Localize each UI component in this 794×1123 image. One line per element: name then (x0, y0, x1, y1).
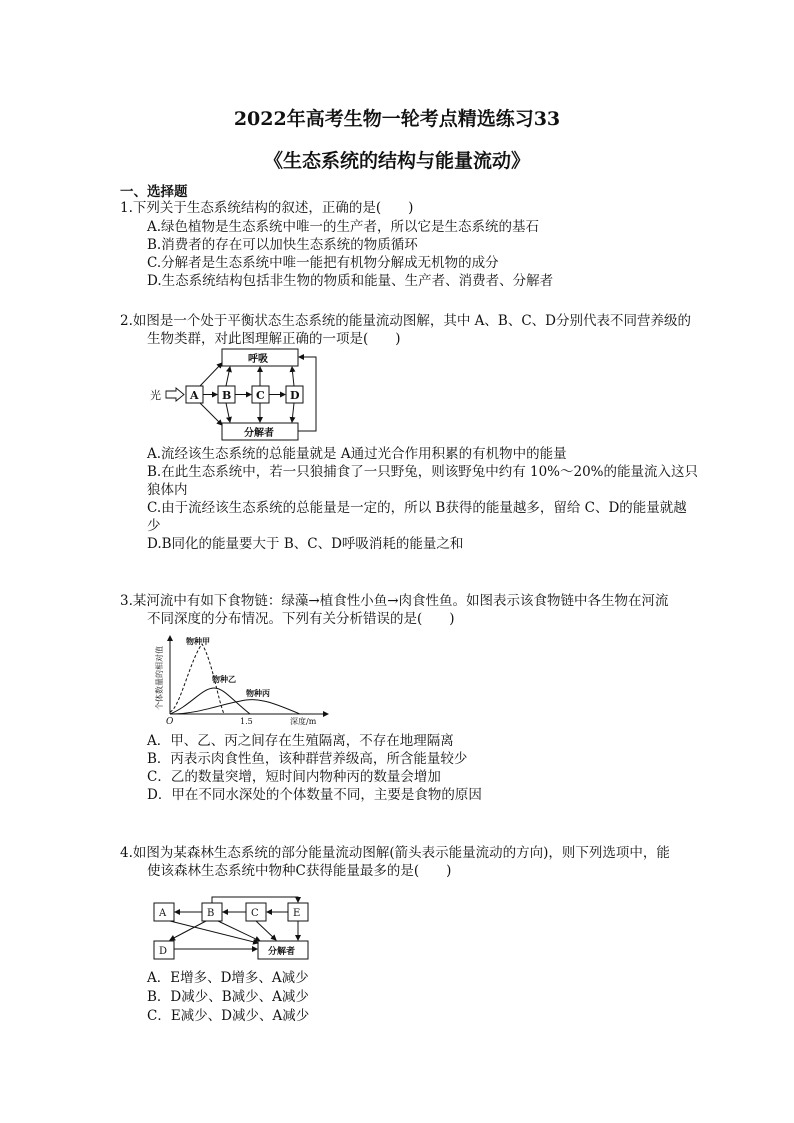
x-tick-1-5: 1.5 (240, 717, 253, 726)
species-bing-label: 物种丙 (246, 688, 270, 698)
q2-option-d: D.B同化的能量要大于 B、C、D呼吸消耗的能量之和 (147, 536, 464, 552)
q4-node-c-label: C (251, 908, 259, 919)
q2-option-c-cont: 少 (147, 518, 161, 534)
q4-stem-line2: 使该森林生态系统中物种C获得能量最多的是( ) (147, 863, 452, 879)
q3-option-d: D．甲在不同水深处的个体数量不同，主要是食物的原因 (147, 787, 482, 803)
respiration-label: 呼吸 (248, 354, 268, 365)
q1-stem: 1.下列关于生态系统结构的叙述，正确的是( ) (120, 200, 414, 216)
q2-option-b: B.在此生态系统中，若一只狼捕食了一只野兔，则该野兔中约有 10%～20%的能量流入这只 (147, 464, 699, 480)
document-title: 2022年高考生物一轮考点精选练习33 (233, 108, 561, 130)
y-axis-label: 个体数量的相对值 (155, 646, 164, 710)
q3-option-b: B．丙表示肉食性鱼，该种群营养级高，所含能量较少 (147, 751, 468, 767)
q4-node-a-label: A (159, 908, 167, 919)
q4-option-b: B．D减少、B减少、A减少 (147, 989, 309, 1005)
q3-option-a: A．甲、乙、丙之间存在生殖隔离，不存在地理隔离 (147, 733, 454, 749)
q3-depth-distribution-chart (150, 630, 335, 728)
q4-option-c: C．E减少、D减少、A减少 (147, 1008, 310, 1024)
q4-decomposer-label: 分解者 (268, 947, 296, 957)
q2-option-b-cont: 狼体内 (147, 482, 188, 498)
x-tick-origin: O (166, 717, 174, 727)
species-jia-label: 物种甲 (186, 636, 210, 646)
q4-option-a: A．E增多、D增多、A减少 (147, 970, 309, 986)
q1-option-b: B.消费者的存在可以加快生态系统的物质循环 (147, 237, 418, 253)
q2-stem-line1: 2.如图是一个处于平衡状态生态系统的能量流动图解，其中 A、B、C、D分别代表不同营养级的 (120, 313, 691, 329)
q4-node-d-label: D (159, 946, 168, 957)
q4-forest-energy-diagram (148, 893, 320, 965)
q2-energy-flow-diagram (148, 345, 328, 445)
decomposer-label: 分解者 (244, 428, 274, 439)
document-subtitle: 《生态系统的结构与能量流动》 (263, 150, 530, 172)
q1-option-a: A.绿色植物是生态系统中唯一的生产者，所以它是生态系统的基石 (147, 219, 540, 235)
q4-stem-line1: 4.如图为某森林生态系统的部分能量流动图解(箭头表示能量流动的方向)，则下列选项中，能 (120, 845, 670, 861)
q1-option-d: D.生态系统结构包括非生物的物质和能量、生产者、消费者、分解者 (147, 273, 554, 289)
species-yi-label: 物种乙 (212, 674, 236, 684)
node-b-label: B (222, 389, 232, 402)
q2-option-c: C.由于流经该生态系统的总能量是一定的，所以 B获得的能量越多，留给 C、D的能量就越 (147, 500, 687, 516)
section-heading: 一、选择题 (120, 184, 188, 200)
x-axis-label: 深度/m (290, 717, 317, 726)
q4-node-b-label: B (207, 908, 215, 919)
q3-option-c: C．乙的数量突增，短时间内物种丙的数量会增加 (147, 769, 441, 785)
q4-node-e-label: E (293, 908, 301, 919)
q2-stem-line2: 生物类群，对此图理解正确的一项是( ) (147, 331, 401, 347)
node-c-label: C (256, 389, 265, 402)
q3-stem-line2: 不同深度的分布情况。下列有关分析错误的是( ) (147, 611, 455, 627)
q1-option-c: C.分解者是生态系统中唯一能把有机物分解成无机物的成分 (147, 255, 499, 271)
node-d-label: D (290, 389, 300, 402)
light-label: 光 (150, 389, 161, 402)
node-a-label: A (190, 389, 199, 402)
q3-stem-line1: 3.某河流中有如下食物链：绿藻→植食性小鱼→肉食性鱼。如图表示该食物链中各生物在河流 (120, 593, 669, 609)
q2-option-a: A.流经该生态系统的总能量就是 A通过光合作用积累的有机物中的能量 (147, 446, 567, 462)
